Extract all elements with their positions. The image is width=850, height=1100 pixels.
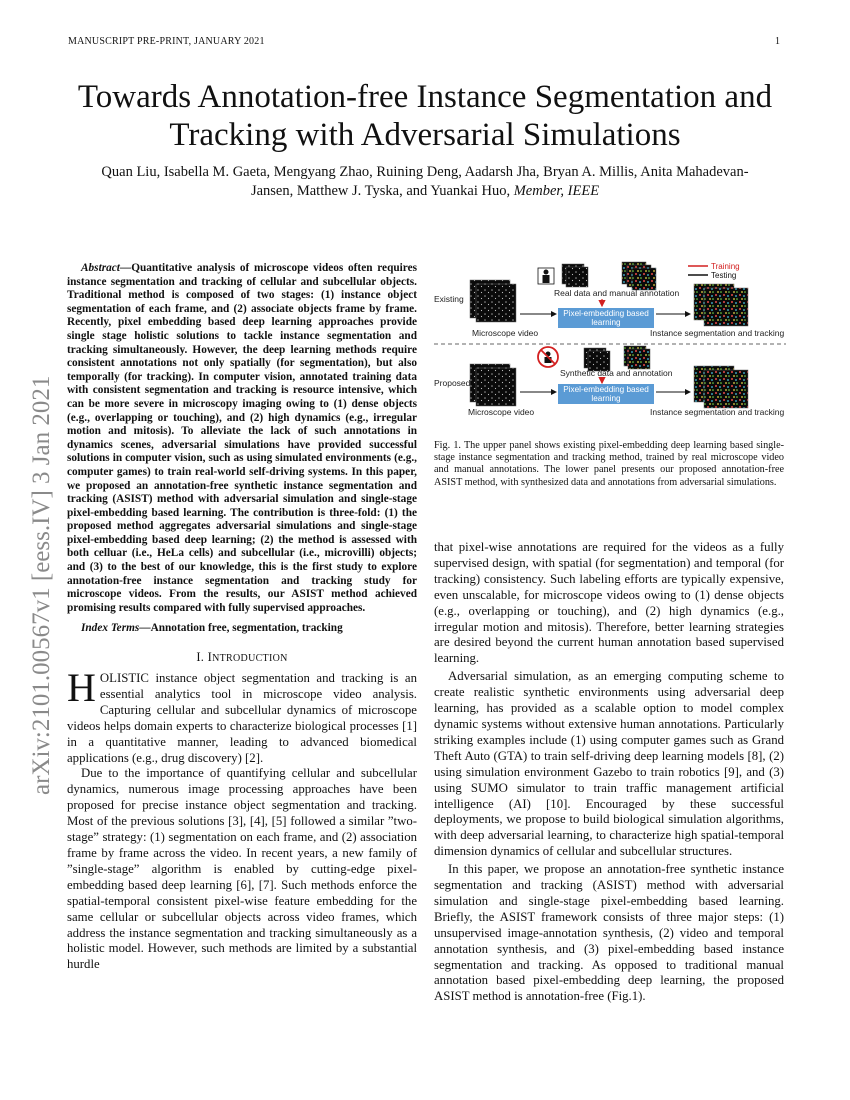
existing-box-label-1: Pixel-embedding based xyxy=(563,309,649,318)
intro-paragraph-1 xyxy=(67,665,417,766)
figure-1 xyxy=(434,258,786,428)
legend-testing-label: Testing xyxy=(711,271,737,280)
figure-1-diagram xyxy=(434,258,786,428)
abstract-text: —Quantitative analysis of microscope videos often requires instance segmentation and tracking of cellular and subcellular objects. Traditional method is composed of two stages: (1) instance object segmentation of each frame, and (2) associate objects frame by frame. Recently, pixel embedding based deep learning approaches provide single stage holistic solutions to tackle instance segmentation and tracking simultaneously. However, the deep learning methods require consistent annotations not only spatially (for segmentation), but also temporally (for tracking). In computer vision, annotated training data with consistent segmentation and tracking is resource intensive, which can be more severe in microscopy imaging owing to (1) dense objects (e.g., overlapping or touching), and (2) high dynamics (e.g., irregular motion and mitosis). To alleviate the lack of such annotations in dynamics scenes, adversarial simulations have provided successful solutions in computer vision, such as using simulated environments (e.g., computer games) to train real-world self-driving systems. In this paper, we proposed an annotation-free synthetic instance segmentation and tracking (ASIST) method with adversarial simulation and single-stage pixel-embedding based learning. The contribution is three-fold: (1) the proposed method aggregates adversarial simulations and single-stage pixel-embedding based deep learning; (2) the method is assessed with both celluar (i.e., HeLa cells) and subcellular (i.e., microvilli) objects; and (3) to the best of our knowledge, this is the first study to explore annotation-free instance segmentation and tracking study for microscope videos. From the results, our ASIST method achieved promising results compared with fully supervised approaches. xyxy=(67,262,417,614)
figure-caption: Fig. 1. The upper panel shows existing pixel-embedding deep learning based single-stage instance segmentation and tracking method, trained by real microscope video and manual annotations. The lower panel presents our proposed annotation-free ASIST method, with synthesized data and annotations from adversarial simulations. xyxy=(434,440,784,488)
intro-paragraph-2: Due to the importance of quantifying cellular and subcellular dynamics, numerous image processing approaches have been proposed for precise instance object segmentation and tracking. Most of the previous solutions [3], [4], [5] followed a similar ”two-stage” strategy: (1) segmentation on each frame, and (2) association frame by frame across the video. In recent years, a new family of ”single-stage” algorithm is enabled by cutting-edge pixel-embedding based deep learning [6], [7]. Such methods enforce the spatial-temporal consistent pixel-wise feature embedding for the same cellular or subcellular objects across video frames, which address the instance segmentation and tracking simultaneously as a holistic model. However, such methods are limited by a substantial hurdle xyxy=(67,766,417,972)
existing-input-label: Microscope video xyxy=(472,328,539,338)
proposed-output-label: Instance segmentation and tracking xyxy=(650,407,785,417)
existing-box-label-2: learning xyxy=(591,318,621,327)
section-number: I. xyxy=(196,650,205,665)
running-head: MANUSCRIPT PRE-PRINT, JANUARY 2021 xyxy=(68,36,265,47)
intro-paragraph-1-text: instance object segmentation and tracking is an essential analytics tool in microscope video analysis. Capturing cellular and subcellular dynamics of microscope videos helps domain experts to characterize biological processes [1] in a quantitative manner, leading to advanced biomedical applications (e.g., drug discovery) [2]. xyxy=(67,671,417,765)
row-label-proposed: Proposed xyxy=(434,378,471,388)
existing-output-label: Instance segmentation and tracking xyxy=(650,328,785,338)
arxiv-identifier: arXiv:2101.00567v1 [eess.IV] 3 Jan 2021 xyxy=(28,375,55,795)
index-terms-text: —Annotation free, segmentation, tracking xyxy=(139,622,343,635)
proposed-input-frame-2 xyxy=(476,368,516,406)
page-number: 1 xyxy=(775,36,780,47)
section-title-rest: NTRODUCTION xyxy=(212,653,288,665)
row-label-existing: Existing xyxy=(434,294,464,304)
intro-first-words: OLISTIC xyxy=(99,671,149,686)
proposed-output-frame-2 xyxy=(704,370,748,408)
author-membership: Member, IEEE xyxy=(513,183,600,199)
intro-paragraph-3: that pixel-wise annotations are required for the videos as a fully supervised design, with spatial (for segmentation) and temporal (for tracking) consistency. Such labeling efforts are typically expensive, even unscalable, for microscope videos owing to (1) dense objects (e.g., overlapping or touching), and (2) high dynamics (e.g., irregular motion and mitosis). Therefore, better learning strategies are desired beyond the current human annotation based supervised learning. xyxy=(434,540,784,666)
figure-caption-block xyxy=(434,440,784,489)
existing-input-frame-2 xyxy=(476,284,516,322)
section-heading xyxy=(67,650,417,665)
annotation-frame-3 xyxy=(632,268,656,290)
index-terms xyxy=(67,622,417,636)
intro-paragraph-4: Adversarial simulation, as an emerging computing scheme to create realistic synthetic environments using adversarial deep learning, has provided as a scalable option to model complex dynamic systems without extensive human annotations. Particularly striking examples include (1) using computer games such as Grand Theft Auto (GTA) to train self-driving deep learning models [8], (2) using simulation environment Gazebo to train robotics [9], and (3) using SUMO simulator to train traffic management artificial intelligence (AI) [10]. Encouraged by these successful deployments, we propose to build biological simulation algorithms, with deep adversarial learning, to characterize high spatial-temporal dimension dynamics of cellular and subcellular structures. xyxy=(434,669,784,859)
real-frame-2 xyxy=(566,267,588,287)
section-title-initial: I xyxy=(207,650,213,665)
proposed-input-label: Microscope video xyxy=(468,407,535,417)
abstract-label: Abstract xyxy=(81,262,120,274)
index-terms-label: Index Terms xyxy=(81,622,140,635)
existing-annotation-label: Real data and manual annotation xyxy=(554,288,680,298)
no-annotator-icon xyxy=(538,347,558,367)
proposed-box-label-2: learning xyxy=(591,394,621,403)
existing-output-frame-2 xyxy=(704,288,748,326)
abstract xyxy=(67,262,417,615)
author-list xyxy=(100,163,750,201)
synthetic-annotation-frame-2 xyxy=(628,349,650,369)
intro-paragraph-5: In this paper, we propose an annotation-free synthetic instance segmentation and tracking (ASIST) method with adversarial simulation and single-stage pixel-embedding based learning. Briefly, the ASIST framework consists of three major steps: (1) unsupervised image-annotation synthesis, (2) video and temporal annotation synthesis, and (3) pixel-embedding based instance segmentation and tracking. As opposed to traditional manual annotation based pixel-embedding deep learning, the proposed ASIST method is annotation-free (Fig.1). xyxy=(434,862,784,1004)
proposed-annotation-label: Synthetic data and annotation xyxy=(560,368,673,378)
proposed-box-label-1: Pixel-embedding based xyxy=(563,385,649,394)
dropcap-letter: H xyxy=(67,665,96,711)
paper-title: Towards Annotation-free Instance Segmentation and Tracking with Adversarial Simulations xyxy=(77,79,773,153)
author-names: Quan Liu, Isabella M. Gaeta, Mengyang Zhao, Ruining Deng, Aadarsh Jha, Bryan A. Millis, Anita Mahadevan-Jansen, Matthew J. Tyska, and Yuankai Huo, xyxy=(101,164,749,199)
annotator-icon xyxy=(538,268,554,284)
legend-training-label: Training xyxy=(711,262,740,271)
right-column xyxy=(434,540,784,1005)
left-column xyxy=(67,262,417,973)
